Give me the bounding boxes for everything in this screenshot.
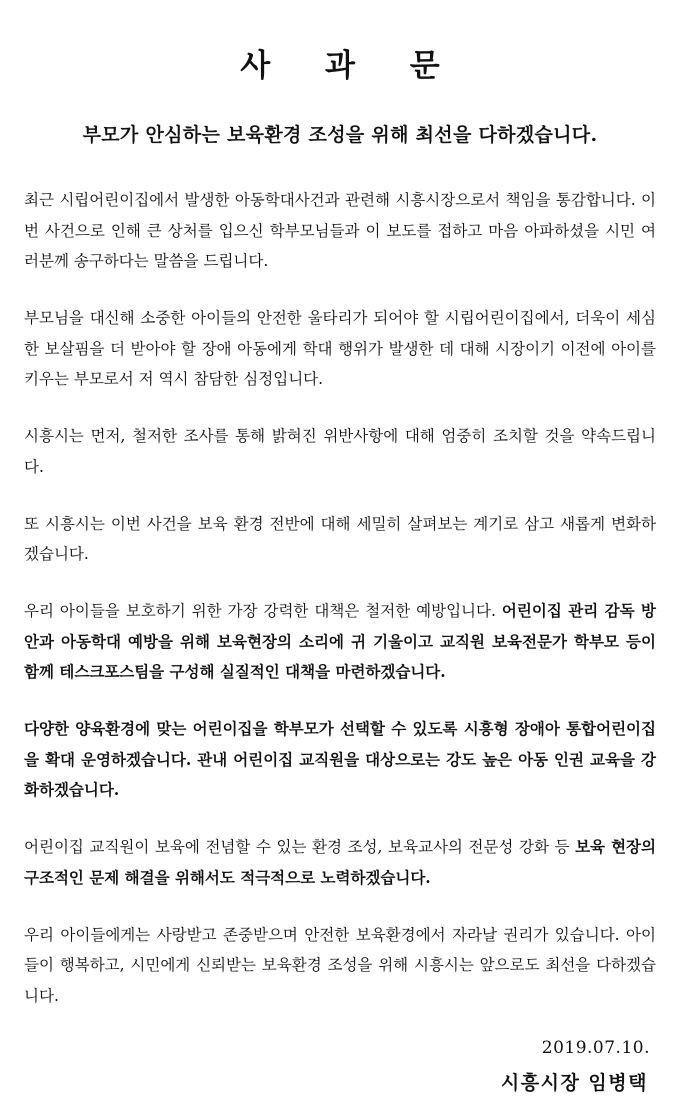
paragraph-7 — [24, 832, 656, 893]
paragraph-1 — [24, 185, 656, 277]
paragraph-text: 부모님을 대신해 소중한 아이들의 안전한 울타리가 되어야 할 시립어린이집에서, 더욱이 세심한 보살핌을 더 받아야 할 장애 아동에게 학대 행위가 발생한 데 대해 시장이기 이전에 아이를 키우는 부모로서 저 역시 참담한 심정입니다. — [24, 309, 656, 388]
paragraph-text: 우리 아이들을 보호하기 위한 가장 강력한 대책은 철저한 예방입니다. — [24, 602, 502, 620]
document-date: 2019.07.10. — [541, 1038, 650, 1058]
paragraph-3 — [24, 421, 656, 482]
paragraph-8 — [24, 920, 656, 1012]
paragraph-text: 최근 시립어린이집에서 발생한 아동학대사건과 관련해 시흥시장으로서 책임을 통감합니다. 이번 사건으로 인해 큰 상처를 입으신 학부모님들과 이 보도를 접하고 마음 아파하셨을 시민 여러분께 송구하다는 말씀을 드립니다. — [24, 191, 656, 270]
document-body — [24, 185, 656, 1038]
signature: 시흥시장 임병택 — [500, 1072, 648, 1094]
document-subtitle: 부모가 안심하는 보육환경 조성을 위해 최선을 다하겠습니다. — [82, 124, 598, 146]
paragraph-text: 또 시흥시는 이번 사건을 보육 환경 전반에 대해 세밀히 살펴보는 계기로 삼고 새롭게 변화하겠습니다. — [24, 514, 656, 563]
paragraph-6 — [24, 714, 656, 806]
paragraph-bold-text: 어린이집 관리 감독 방안과 아동학대 예방을 위해 보육현장의 소리에 귀 기울이고 교직원 보육전문가 학부모 등이 함께 테스크포스팀을 구성해 실질적인 대책을 마련하겠습니다. — [24, 601, 656, 681]
paragraph-4 — [24, 509, 656, 570]
paragraph-text: 어린이집 교직원이 보육에 전념할 수 있는 환경 조성, 보육교사의 전문성 강화 등 — [24, 838, 576, 856]
document-title: 사 과 문 — [240, 48, 462, 84]
paragraph-2 — [24, 303, 656, 395]
paragraph-text: 우리 아이들에게는 사랑받고 존중받으며 안전한 보육환경에서 자라날 권리가 있습니다. 아이들이 행복하고, 시민에게 신뢰받는 보육환경 조성을 위해 시흥시는 앞으로도 최선을 다하겠습니다. — [24, 925, 656, 1005]
paragraph-bold-text: 보육 현장의 구조적인 문제 해결을 위해서도 적극적으로 노력하겠습니다. — [24, 837, 656, 887]
paragraph-bold-text: 다양한 양육환경에 맞는 어린이집을 학부모가 선택할 수 있도록 시흥형 장애아 통합어린이집을 확대 운영하겠습니다. 관내 어린이집 교직원을 대상으로는 강도 높은 아동 인권 교육을 강화하겠습니다. — [24, 719, 656, 799]
paragraph-text: 시흥시는 먼저, 철저한 조사를 통해 밝혀진 위반사항에 대해 엄중히 조치할 것을 약속드립니다. — [24, 427, 656, 476]
paragraph-5 — [24, 596, 656, 688]
